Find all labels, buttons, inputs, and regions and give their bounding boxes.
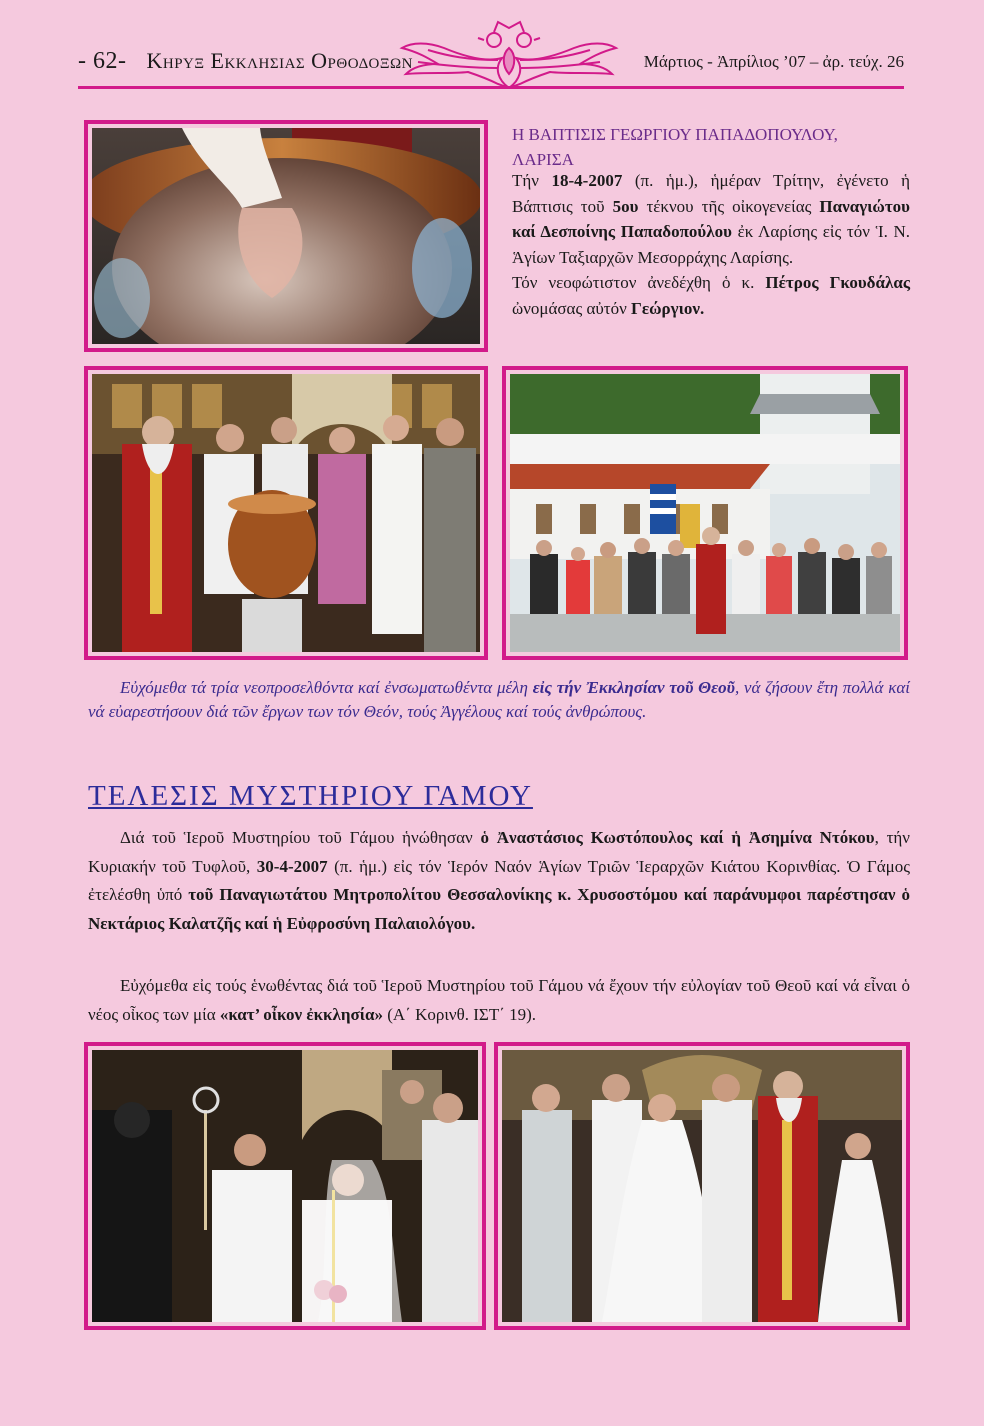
baptism-paragraph-1 bbox=[512, 168, 910, 270]
parents-names: Παναγιώτου καί Δεσποίνης Παπαδοπούλου bbox=[512, 196, 911, 241]
couple-names: ὁ Ἀναστάσιος Κωστόπουλος καί ἡ Ἀσημίνα Ντόκου bbox=[480, 828, 875, 847]
text-run: , νά ζήσουν ἔτη πολλά καί νά εὐαρεστήσουν διά τῶν ἔργων των τόν Θεόν, τούς Ἀγγέλους καί τούς ἀνθρώπους. bbox=[88, 678, 911, 721]
wedding-date: 30-4-2007 bbox=[256, 856, 328, 876]
baptism-title-line1: Η ΒΑΠΤΙΣΙΣ ΓΕΩΡΓΙΟΥ ΠΑΠΑΔΟΠΟΥΛΟΥ, bbox=[512, 125, 838, 144]
text-run: (π. ἡμ.) εἰς τόν Ἱερόν Ναόν Ἁγίων Τριῶν Ἱεραρχῶν Κιάτου Κορινθίας. Ὁ Γάμος ἐτελέσθη ὑπό bbox=[88, 856, 911, 904]
wedding-section-title: ΤΕΛΕΣΙΣ ΜΥΣΤΗΡΙΟΥ ΓΑΜΟΥ bbox=[88, 780, 533, 812]
caption-emphasis: εἰς τήν Ἐκκλησίαν τοῦ Θεοῦ bbox=[532, 678, 735, 697]
baptism-title-line2: ΛΑΡΙΣΑ bbox=[512, 150, 574, 169]
wedding-candles-photo bbox=[84, 1042, 486, 1330]
godfather-name: Πέτρος Γκουδάλας bbox=[765, 273, 910, 292]
baptism-paragraph-2 bbox=[512, 270, 910, 321]
baptism-outdoor-group-photo bbox=[502, 366, 908, 660]
text-run: , τήν Κυριακήν τοῦ Τυφλοῦ, bbox=[88, 828, 910, 876]
baptism-article-body bbox=[512, 168, 910, 321]
running-header-left bbox=[78, 48, 413, 75]
child-name: Γεώργιον. bbox=[631, 298, 705, 318]
text-run: ἐκ Λαρίσης εἰς τόν Ἱ. Ν. Ἁγίων Ταξιαρχῶν Μεσορράχης Λαρίσης. bbox=[512, 222, 911, 267]
issue-info: Μάρτιος - Ἀπρίλιος ’07 – ἀρ. τεύχ. 26 bbox=[643, 52, 904, 71]
text-run: τέκνου τῆς οἰκογενείας bbox=[638, 196, 820, 216]
text-run: Εὐχόμεθα εἰς τούς ἑνωθέντας διά τοῦ Ἱεροῦ Μυστηρίου τοῦ Γάμου νά ἔχουν τήν εὐλογίαν τοῦ Θεοῦ καί νά εἶναι ὁ νέος οἶκος των μία bbox=[88, 976, 910, 1024]
baptism-photos-caption bbox=[88, 676, 910, 723]
double-headed-eagle-emblem bbox=[398, 18, 620, 92]
text-run: (Α΄ Κορινθ. ΙΣΤ΄ 19). bbox=[383, 1004, 537, 1024]
wedding-group-photo bbox=[494, 1042, 910, 1330]
text-run: Τήν bbox=[512, 171, 552, 190]
page-number: - 62- bbox=[78, 48, 127, 74]
journal-title: Κηρυξ Εκκλησιας Ορθοδοξων bbox=[146, 48, 413, 73]
wedding-paragraph-1 bbox=[88, 824, 910, 938]
text-run: Τόν νεοφώτιστον ἀνεδέχθη ὁ κ. bbox=[512, 273, 766, 292]
text-run: Εὐχόμεθα τά τρία νεοπροσελθόντα καί ἐνσωματωθέντα μέλη bbox=[120, 678, 533, 697]
baptismal-font-photo bbox=[84, 120, 488, 352]
text-run: (π. ἡμ.), ἡμέραν Τρίτην, ἐγένετο ἡ Βάπτισις τοῦ bbox=[512, 171, 910, 216]
text-run: Διά τοῦ Ἱεροῦ Μυστηρίου τοῦ Γάμου ἡνώθησαν bbox=[120, 828, 481, 847]
text-run: ὠνομάσας αὐτόν bbox=[512, 298, 632, 318]
officiant-and-sponsors: τοῦ Παναγιωτάτου Μητροπολίτου Θεσσαλονίκης κ. Χρυσοστόμου καί παράνυμφοι παρέστησαν ὁ Νεκτάριος Καλατζῆς καί ἡ Εὐφροσύνη Παλαιολόγου. bbox=[88, 885, 911, 933]
baptism-date: 18-4-2007 bbox=[551, 171, 623, 190]
child-order: 5ου bbox=[612, 196, 639, 216]
baptism-article-title bbox=[512, 122, 910, 172]
scripture-quote: «κατ’ οἶκον ἐκκλησία» bbox=[219, 1004, 383, 1024]
baptism-indoor-group-photo bbox=[84, 366, 488, 660]
header-rule bbox=[78, 86, 904, 89]
wedding-paragraph-2 bbox=[88, 972, 910, 1029]
